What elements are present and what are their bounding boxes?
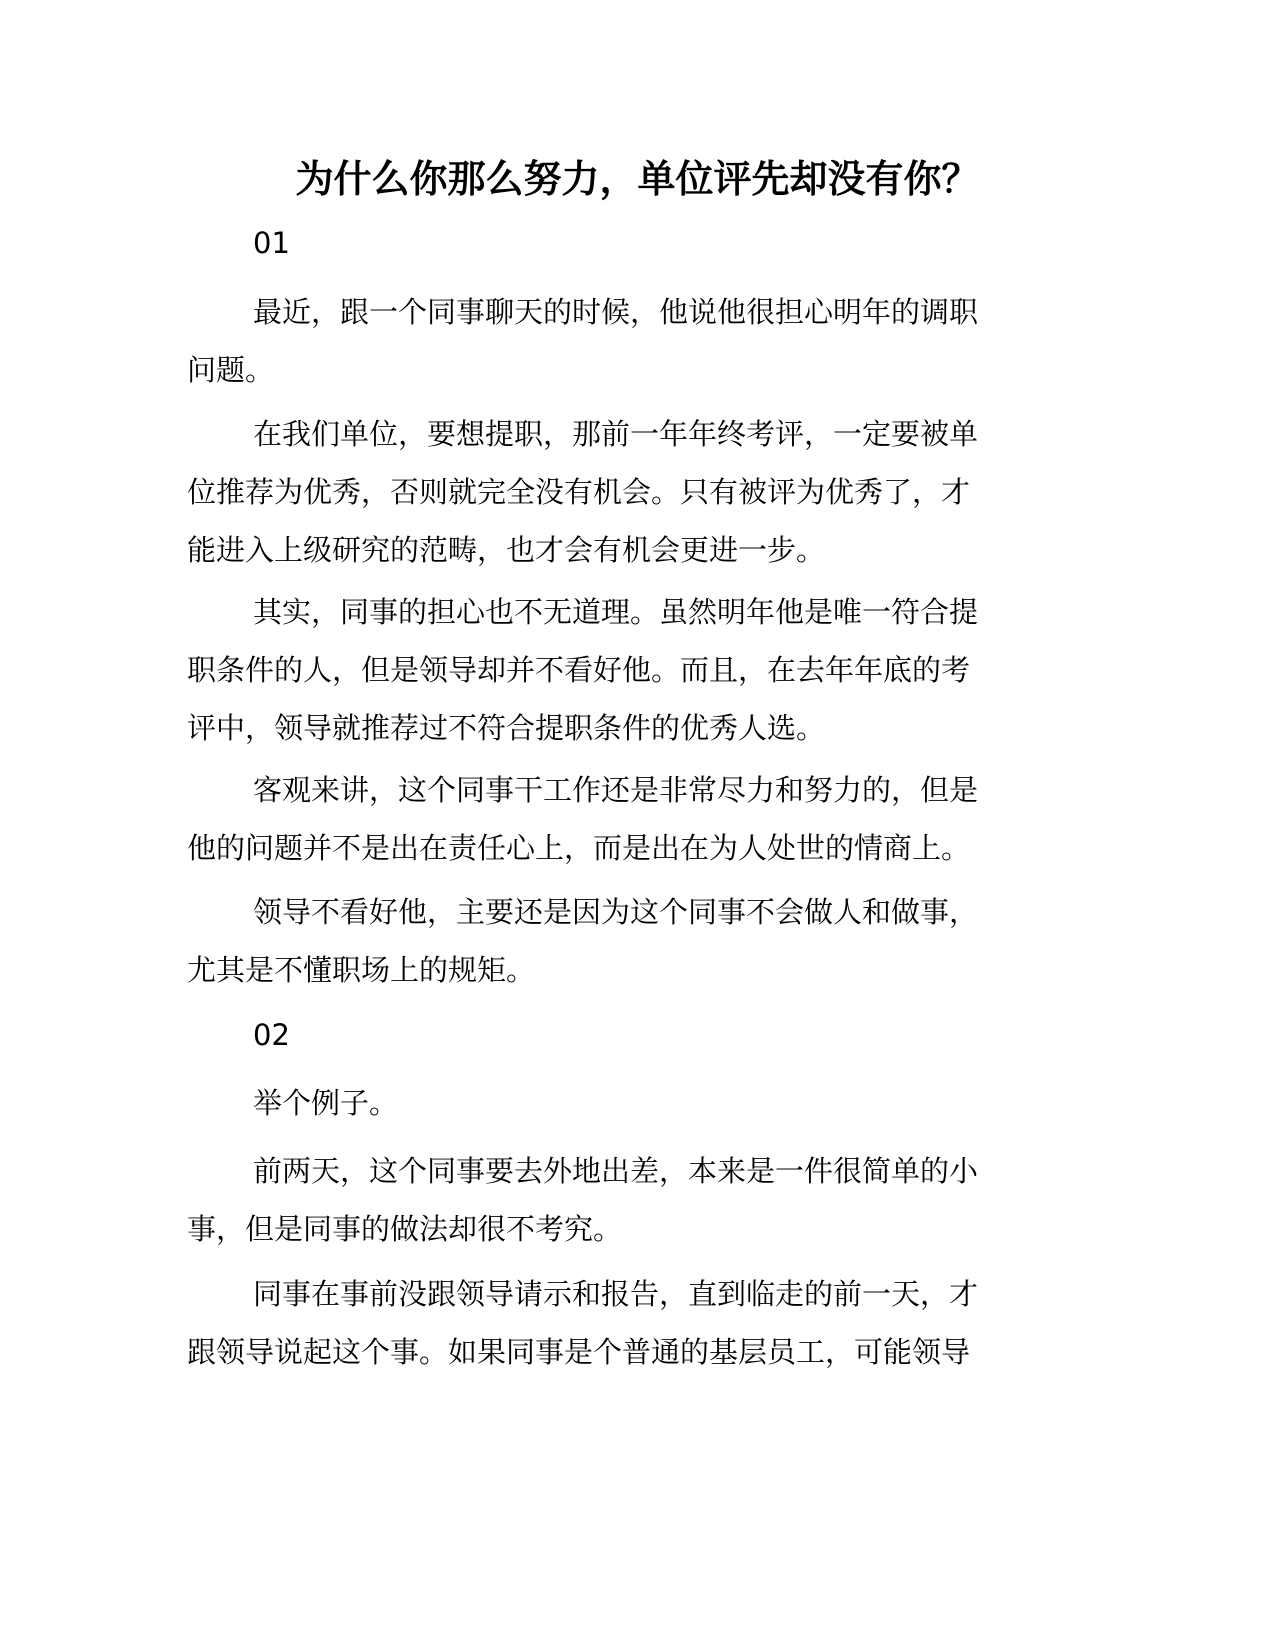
page-title: 为什么你那么努力，单位评先却没有你？ (295, 157, 980, 201)
section-number: 02 (253, 1018, 290, 1052)
paragraph (187, 283, 1087, 399)
section-heading-01 (187, 214, 1087, 272)
paragraph-line: 事，但是同事的做法却很不考究。 (187, 1212, 623, 1246)
paragraph-line: 最近，跟一个同事聊天的时候，他说他很担心明年的调职 (253, 295, 979, 329)
paragraph-line: 同事在事前没跟领导请示和报告，直到临走的前一天，才 (253, 1277, 979, 1311)
paragraph-line: 领导不看好他，主要还是因为这个同事不会做人和做事， (253, 895, 979, 929)
paragraph-line: 位推荐为优秀，否则就完全没有机会。只有被评为优秀了，才 (187, 475, 971, 509)
paragraph (187, 1142, 1087, 1258)
paragraph (187, 883, 1087, 999)
paragraph-line: 前两天，这个同事要去外地出差，本来是一件很简单的小 (253, 1154, 979, 1188)
paragraph-line: 他的问题并不是出在责任心上，而是出在为人处世的情商上。 (187, 831, 971, 865)
paragraph-line: 客观来讲，这个同事干工作还是非常尽力和努力的，但是 (253, 773, 979, 807)
paragraph-line: 尤其是不懂职场上的规矩。 (187, 953, 536, 987)
paragraph-line: 跟领导说起这个事。如果同事是个普通的基层员工，可能领导 (187, 1335, 971, 1369)
paragraph (187, 405, 1087, 579)
paragraph (187, 583, 1087, 757)
paragraph (187, 1074, 1087, 1132)
paragraph (187, 761, 1087, 877)
paragraph (187, 1265, 1087, 1381)
paragraph-line: 评中，领导就推荐过不符合提职条件的优秀人选。 (187, 711, 826, 745)
paragraph-line: 职条件的人，但是领导却并不看好他。而且，在去年年底的考 (187, 653, 971, 687)
paragraph-line: 举个例子。 (253, 1086, 399, 1120)
paragraph-line: 能进入上级研究的范畴，也才会有机会更进一步。 (187, 533, 826, 567)
paragraph-line: 在我们单位，要想提职，那前一年年终考评，一定要被单 (253, 417, 979, 451)
paragraph-line: 其实，同事的担心也不无道理。虽然明年他是唯一符合提 (253, 595, 979, 629)
section-heading-02 (187, 1006, 1087, 1064)
paragraph-line: 问题。 (187, 353, 275, 387)
section-number: 01 (253, 226, 290, 260)
